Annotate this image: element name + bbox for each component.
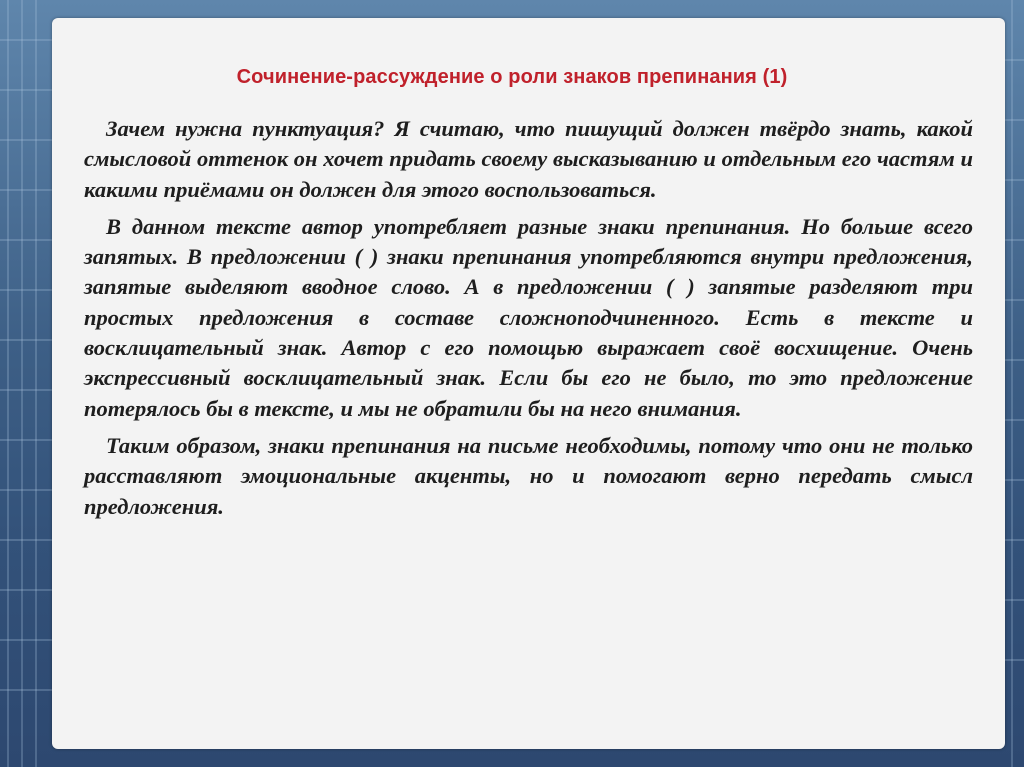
slide-title: Сочинение-рассуждение о роли знаков препинания (1) (236, 66, 788, 88)
essay-paragraph-conclusion: Таким образом, знаки препинания на письме необходимы, потому что они не только расставляют эмоциональные акценты, но и помогают верно передать смысл предложения. (84, 432, 973, 519)
essay-paragraph-intro: Зачем нужна пунктуация? Я считаю, что пишущий должен твёрдо знать, какой смысловой оттенок он хочет придать своему высказыванию и отдельным его частям и какими приёмами он должен для этого воспользоваться. (84, 116, 973, 202)
essay-paragraph-main: В данном тексте автор употребляет разные знаки препинания. Но больше всего запятых. В предложении ( ) знаки препинания употребляются внутри предложения, запятые выделяют вводное слово. А в предложении ( ) запятые разделяют три простых предложения в составе сложноподчиненного. Есть в тексте и восклицательный знак. Автор с его помощью выражает своё восхищение. Очень экспрессивный восклицательный знак. Если бы его не было, то это предложение потерялось бы в тексте, и мы не обратили бы на него внимания. (84, 213, 973, 421)
essay-body (84, 114, 973, 529)
